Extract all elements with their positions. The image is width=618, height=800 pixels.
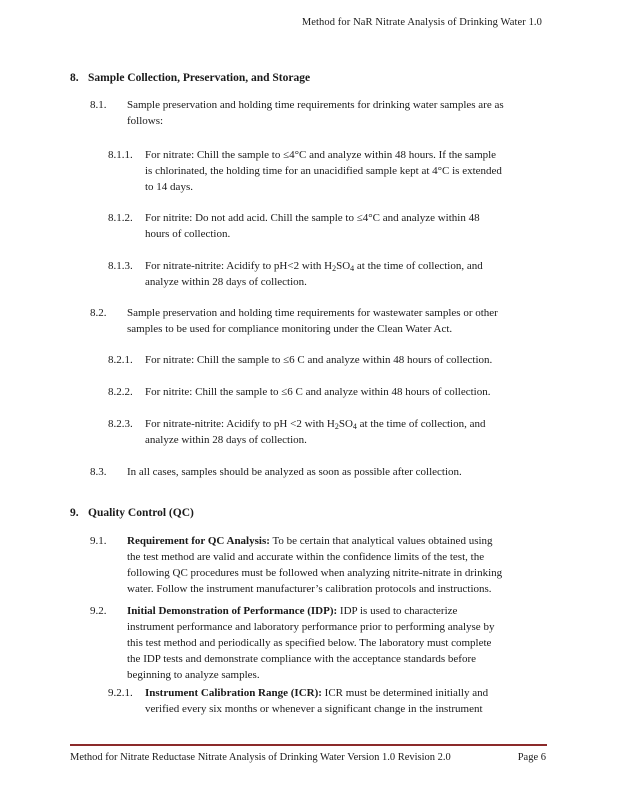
footer-title: Method for Nitrate Reductase Nitrate Analysis of Drinking Water Version 1.0 Revision 2.0 xyxy=(70,752,451,763)
section-8-heading: 8. Sample Collection, Preservation, and Storage xyxy=(70,72,311,84)
page-number: Page 6 xyxy=(517,752,546,763)
footer-rule xyxy=(70,744,547,746)
document-page: Method for NaR Nitrate Analysis of Drinking Water 1.0 8. Sample Collection, Preservation, and Storage 8.1. Sample preservation and holding time requirements for drinking water samples are as follows: 8.1.1. For nitrate: Chill the sample to ≤4°C and analyze within 48 hours. If the sample is chlorinated, the holding time for an unacidified sample kept at 4°C is extended to 14 days. 8.1.2. For nitrite: Do not add acid. Chill the sample to ≤4°C and analyze within 48 hours of collection. 8.1.3. For nitrate-nitrite: Acidify to pH<2 with $H_2SO_4$ at the time of collection, and analyze within 28 days of collection. 8.2. Sample preservation and holding time requirements for wastewater samples or other samples to be used for compliance monitoring under the Clean Water Act. 8.2.1. For nitrate: Chill the sample to ≤6 C and analyze within 48 hours of collection. 8.2.2. For nitrite: Chill the sample to ≤6 C and analyze within 48 hours of collection. 8.2.3. For nitrate-nitrite: Acidify to pH <2 with $H_2SO_4$ at the time of collection, and analyze within 28 days of collection. 8.3. In all cases, samples should be analyzed as soon as possible after collection. 9. Quality Control (QC) 9.1. Requirement for QC Analysis: To be certain that analytical values obtained using the test method are valid and accurate within the confidence limits of the test, the following QC procedures must be followed when analyzing nitrite-nitrate in drinking water. Follow the instrument manufacturer’s calibration protocols and instructions. 9.2. Initial Demonstration of Performance (IDP): IDP is used to characterize instrument performance and laboratory performance prior to performing analyse by this test method and periodically as specified below. The laboratory must complete the IDP tests and demonstrate compliance with the acceptance standards before beginning to analyze samples. 9.2.1. Instrument Calibration Range (ICR): ICR must be determined initially and verified every six months or whenever a significant change in the instrument Method for Nitrate Reductase Nitrate Analysis of Drinking Water Version 1.0 Revision 2.0 Page 6 xyxy=(70,17,546,763)
section-9-heading: 9. Quality Control (QC) xyxy=(70,507,194,519)
running-header: Method for NaR Nitrate Analysis of Drinking Water 1.0 xyxy=(301,17,542,28)
